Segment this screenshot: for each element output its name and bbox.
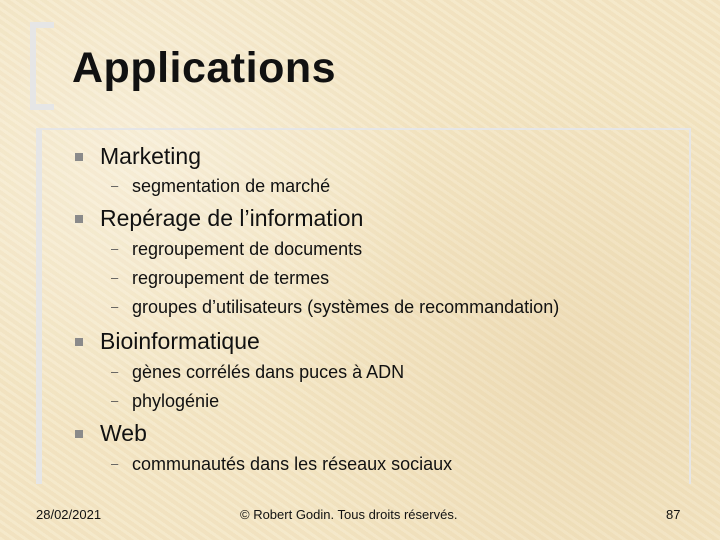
section-item: regroupement de termes	[132, 268, 330, 288]
footer-page-number: 87	[666, 507, 681, 522]
dash-icon: –	[111, 393, 119, 408]
section-item: gènes corrélés dans puces à ADN	[132, 362, 405, 382]
section-label: Bioinformatique	[100, 328, 260, 354]
section-item: groupes d’utilisateurs (systèmes de recommandation)	[132, 297, 560, 317]
dash-icon: –	[111, 299, 119, 314]
bullet-icon	[75, 430, 83, 438]
section-label: Marketing	[100, 143, 201, 169]
dash-icon: –	[111, 178, 119, 193]
section-item: communautés dans les réseaux sociaux	[132, 454, 453, 474]
section-item: phylogénie	[132, 391, 220, 411]
footer-copyright: © Robert Godin. Tous droits réservés.	[240, 507, 458, 522]
dash-icon: –	[111, 241, 119, 256]
title-frame	[30, 22, 54, 110]
bullet-icon	[75, 153, 83, 161]
dash-icon: –	[111, 364, 119, 379]
bullet-icon	[75, 338, 83, 346]
section-item: regroupement de documents	[132, 239, 363, 259]
dash-icon: –	[111, 456, 119, 471]
section-label: Repérage de l’information	[100, 205, 364, 231]
section-label: Web	[100, 420, 147, 446]
footer-date: 28/02/2021	[36, 507, 102, 522]
section-item: segmentation de marché	[132, 176, 331, 196]
bullet-icon	[75, 215, 83, 223]
dash-icon: –	[111, 270, 119, 285]
slide-title: Applications	[72, 44, 337, 92]
